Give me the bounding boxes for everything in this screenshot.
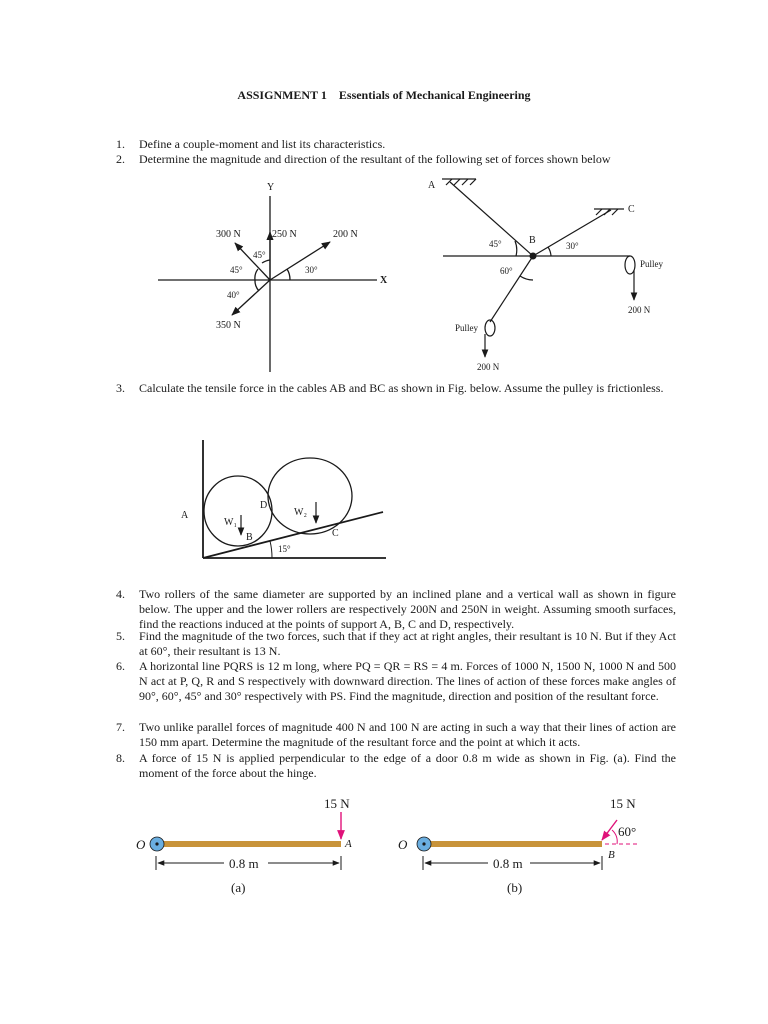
angle-arc	[612, 830, 617, 844]
point-c-label: C	[628, 204, 635, 215]
point-label: B	[608, 849, 615, 861]
angle-label: 40°	[227, 290, 240, 300]
angle-arc	[262, 260, 270, 263]
course-name: Essentials of Mechanical Engineering	[338, 88, 531, 102]
figure-caption: (a)	[231, 880, 246, 895]
width-label: 0.8 m	[229, 856, 259, 871]
hinge-label: O	[136, 837, 146, 852]
point-d-label: D	[260, 500, 268, 511]
question-text: Find the magnitude of the two forces, such that if they act at right angles, their resultant is 10 N. But if they Act at 60°, their resultant is 13 N.	[139, 629, 676, 659]
question-number: 7.	[116, 720, 125, 734]
question-text: Two rollers of the same diameter are supported by an inclined plane and a vertical wall as shown in figure below. The upper and the lower rollers are respectively 200N and 250N in weight. Assuming smooth surfaces, find the reactions induced at the points of support A, B, C and D, respectively.	[139, 587, 676, 632]
assignment-label: ASSIGNMENT 1	[237, 88, 327, 102]
force-200-label: 200 N	[333, 229, 358, 240]
weight-1-label: W₁	[224, 517, 237, 528]
force-250-label: 250 N	[272, 229, 297, 240]
pulley-left	[485, 320, 495, 336]
load-label: 200 N	[477, 362, 500, 372]
force-200-arrow	[270, 242, 330, 280]
door-bar	[160, 841, 341, 847]
question-number: 8.	[116, 751, 125, 765]
question-text: Two unlike parallel forces of magnitude 400 N and 100 N are acting in such a way that their lines of action are 150 mm apart. Determine the magnitude of the resultant force and the point at which it acts.	[139, 720, 676, 750]
angle-label: 45°	[489, 239, 502, 249]
door-diagram-b	[417, 820, 638, 870]
upper-roller	[268, 458, 352, 534]
hinge-label: O	[398, 837, 408, 852]
point-b-label: B	[529, 235, 536, 246]
angle-label: 60°	[618, 824, 637, 839]
question-number: 6.	[116, 659, 125, 673]
pulley-label: Pulley	[455, 323, 479, 333]
joint-b	[530, 253, 537, 260]
question-number: 2.	[116, 152, 125, 166]
point-a-label: A	[181, 510, 189, 521]
point-b-label: B	[246, 532, 253, 543]
question-text: Define a couple-moment and list its characteristics.	[139, 137, 386, 151]
pulley-label: Pulley	[640, 259, 664, 269]
figure-caption: (b)	[507, 880, 523, 895]
angle-arc	[270, 541, 272, 558]
x-axis-label: X	[380, 275, 388, 286]
force-300-label: 300 N	[216, 229, 241, 240]
question-number: 1.	[116, 137, 125, 151]
question-number: 3.	[116, 381, 125, 395]
angle-label: 45°	[253, 250, 266, 260]
force-label: 15 N	[324, 796, 350, 811]
question-text: Determine the magnitude and direction of the resultant of the following set of forces shown below	[139, 152, 611, 166]
angle-label: 15°	[278, 544, 291, 554]
point-label: A	[345, 838, 352, 850]
angle-arc	[255, 280, 259, 291]
angle-label: 60°	[500, 266, 513, 276]
width-label: 0.8 m	[493, 856, 523, 871]
angle-arc	[255, 269, 258, 280]
angle-arc	[520, 276, 533, 280]
weight-2-label: W₂	[294, 507, 307, 518]
angle-arc	[287, 269, 290, 280]
angle-arc	[515, 241, 517, 256]
angle-label: 45°	[230, 265, 243, 275]
question-number: 4.	[116, 587, 125, 601]
angle-label: 30°	[305, 265, 318, 275]
force-350-label: 350 N	[216, 320, 241, 331]
force-label: 15 N	[610, 796, 636, 811]
question-text: A horizontal line PQRS is 12 m long, where PQ = QR = RS = 4 m. Forces of 1000 N, 1500 N, 1000 N and 500 N act at P, Q, R and S respectively with downward direction. The lines of action of these forces make angles of 90°, 60°, 45° and 30° respectively with PS. Find the magnitude, direction and position of the resultant force.	[139, 659, 676, 704]
force-arrow	[602, 820, 617, 840]
force-system-labels	[216, 182, 388, 331]
point-c-label: C	[332, 528, 339, 539]
point-a-label: A	[428, 180, 436, 191]
rollers-diagram	[203, 440, 386, 558]
door-bar	[427, 841, 602, 847]
question-text: A force of 15 N is applied perpendicular to the edge of a door 0.8 m wide as shown in Fig. (a). Find the moment of the force about the hinge.	[139, 751, 676, 781]
y-axis-label: Y	[267, 182, 275, 193]
cable-pulley-labels	[428, 180, 664, 372]
angle-arc	[548, 247, 551, 256]
load-label: 200 N	[628, 305, 651, 315]
angle-label: 30°	[566, 241, 579, 251]
question-text: Calculate the tensile force in the cables AB and BC as shown in Fig. below. Assume the pulley is frictionless.	[139, 381, 664, 395]
question-number: 5.	[116, 629, 125, 643]
lower-roller	[204, 476, 272, 546]
force-system-diagram	[158, 196, 377, 372]
